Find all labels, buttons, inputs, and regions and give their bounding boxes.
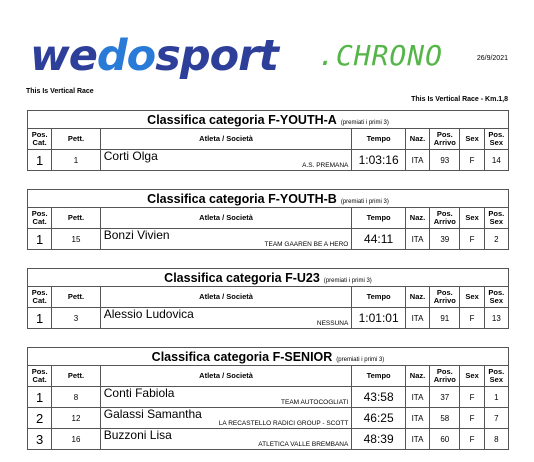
athlete-name: Alessio Ludovica [103,307,194,321]
cell-athlete [100,229,352,250]
cell-nationality: ITA [405,408,429,429]
cell-sex: F [460,408,484,429]
column-header-pett: Pett. [52,366,101,387]
table-row [28,408,509,429]
cell-time: 44:11 [352,229,406,250]
cell-time: 1:03:16 [352,150,406,171]
table-row [28,229,509,250]
column-header-sex: Sex [460,129,484,150]
table-row [28,387,509,408]
cell-overall-position: 60 [430,429,460,450]
column-header-sex: Sex [460,366,484,387]
cell-overall-position: 58 [430,408,460,429]
column-header-pos-sex: Pos. Sex [484,287,508,308]
column-header-atleta: Atleta / Società [100,129,352,150]
column-header-sex: Sex [460,287,484,308]
column-header-tempo: Tempo [352,366,406,387]
category-title: Classifica categoria F-YOUTH-B [147,191,337,206]
cell-position: 1 [28,387,52,408]
category-table [27,189,509,250]
column-header-pos-sex: Pos. Sex [484,366,508,387]
logo-sport: sport [155,31,278,81]
cell-time: 48:39 [352,429,406,450]
award-note: (premiati i primi 3) [336,356,385,363]
award-note: (premiati i primi 3) [323,277,372,284]
category-table [27,110,509,171]
cell-position: 3 [28,429,52,450]
athlete-name: Corti Olga [103,149,158,163]
cell-sex-position: 13 [484,308,508,329]
column-header-naz: Naz. [405,287,429,308]
cell-position: 1 [28,308,52,329]
cell-sex: F [460,229,484,250]
table-header-row [28,129,509,150]
cell-nationality: ITA [405,429,429,450]
cell-sex-position: 7 [484,408,508,429]
category-title-cell [28,111,509,129]
logo-chrono: .CHRONO [318,39,444,72]
cell-athlete [100,387,352,408]
cell-bib: 3 [52,308,101,329]
athlete-name: Conti Fabiola [103,386,175,400]
column-header-atleta: Atleta / Società [100,366,352,387]
cell-bib: 16 [52,429,101,450]
logo-do: do [96,31,156,81]
category-title-cell [28,348,509,366]
cell-position: 2 [28,408,52,429]
cell-position: 1 [28,150,52,171]
award-note: (premiati i primi 3) [340,198,389,205]
column-header-pett: Pett. [52,208,101,229]
cell-athlete [100,429,352,450]
cell-nationality: ITA [405,229,429,250]
category-title: Classifica categoria F-U23 [164,270,320,285]
cell-athlete [100,408,352,429]
cell-sex: F [460,429,484,450]
wedosport-chrono-logo [30,31,450,81]
logo-wordmark [30,31,278,81]
athlete-club: ATLETICA VALLE BREMBANA [258,441,349,448]
cell-athlete [100,150,352,171]
column-header-atleta: Atleta / Società [100,287,352,308]
race-name: This Is Vertical Race [26,88,94,95]
column-header-pett: Pett. [52,129,101,150]
athlete-club: TEAM GAAREN BE A HERO [264,241,349,248]
athlete-club: LA RECASTELLO RADICI GROUP - SCOTT [218,420,349,427]
cell-athlete [100,308,352,329]
column-header-pos-arrivo: Pos. Arrivo [430,287,460,308]
column-header-atleta: Atleta / Società [100,208,352,229]
cell-overall-position: 91 [430,308,460,329]
athlete-club: A.S. PREMANA [302,162,349,169]
cell-sex-position: 1 [484,387,508,408]
column-header-naz: Naz. [405,366,429,387]
table-row [28,308,509,329]
cell-overall-position: 37 [430,387,460,408]
column-header-pos-cat: Pos. Cat. [28,287,52,308]
cell-bib: 8 [52,387,101,408]
column-header-pos-sex: Pos. Sex [484,208,508,229]
table-header-row [28,366,509,387]
category-title-cell [28,190,509,208]
category-table [27,347,509,450]
race-name-distance: This Is Vertical Race - Km.1,8 [411,96,508,103]
cell-nationality: ITA [405,308,429,329]
column-header-pett: Pett. [52,287,101,308]
cell-nationality: ITA [405,150,429,171]
column-header-tempo: Tempo [352,129,406,150]
column-header-tempo: Tempo [352,208,406,229]
cell-sex: F [460,308,484,329]
column-header-pos-cat: Pos. Cat. [28,366,52,387]
table-row [28,150,509,171]
cell-sex: F [460,387,484,408]
column-header-naz: Naz. [405,129,429,150]
cell-overall-position: 93 [430,150,460,171]
athlete-name: Galassi Samantha [103,407,202,421]
cell-sex: F [460,150,484,171]
column-header-pos-arrivo: Pos. Arrivo [430,208,460,229]
cell-sex-position: 2 [484,229,508,250]
column-header-sex: Sex [460,208,484,229]
table-row [28,429,509,450]
cell-time: 46:25 [352,408,406,429]
cell-nationality: ITA [405,387,429,408]
category-title-cell [28,269,509,287]
cell-position: 1 [28,229,52,250]
category-title: Classifica categoria F-SENIOR [151,349,333,364]
cell-time: 1:01:01 [352,308,406,329]
cell-time: 43:58 [352,387,406,408]
logo-we: we [30,31,97,81]
athlete-name: Buzzoni Lisa [103,428,172,442]
cell-overall-position: 39 [430,229,460,250]
column-header-pos-cat: Pos. Cat. [28,129,52,150]
award-note: (premiati i primi 3) [340,119,389,126]
cell-bib: 12 [52,408,101,429]
column-header-naz: Naz. [405,208,429,229]
athlete-club: TEAM AUTOCOGLIATI [281,399,349,406]
column-header-pos-arrivo: Pos. Arrivo [430,129,460,150]
table-header-row [28,208,509,229]
column-header-pos-arrivo: Pos. Arrivo [430,366,460,387]
cell-sex-position: 8 [484,429,508,450]
cell-bib: 1 [52,150,101,171]
cell-bib: 15 [52,229,101,250]
column-header-pos-sex: Pos. Sex [484,129,508,150]
athlete-club: NESSUNA [316,320,349,327]
column-header-pos-cat: Pos. Cat. [28,208,52,229]
table-header-row [28,287,509,308]
category-table [27,268,509,329]
race-date: 26/9/2021 [476,55,508,62]
athlete-name: Bonzi Vivien [103,228,170,242]
column-header-tempo: Tempo [352,287,406,308]
category-title: Classifica categoria F-YOUTH-A [147,112,337,127]
cell-sex-position: 14 [484,150,508,171]
